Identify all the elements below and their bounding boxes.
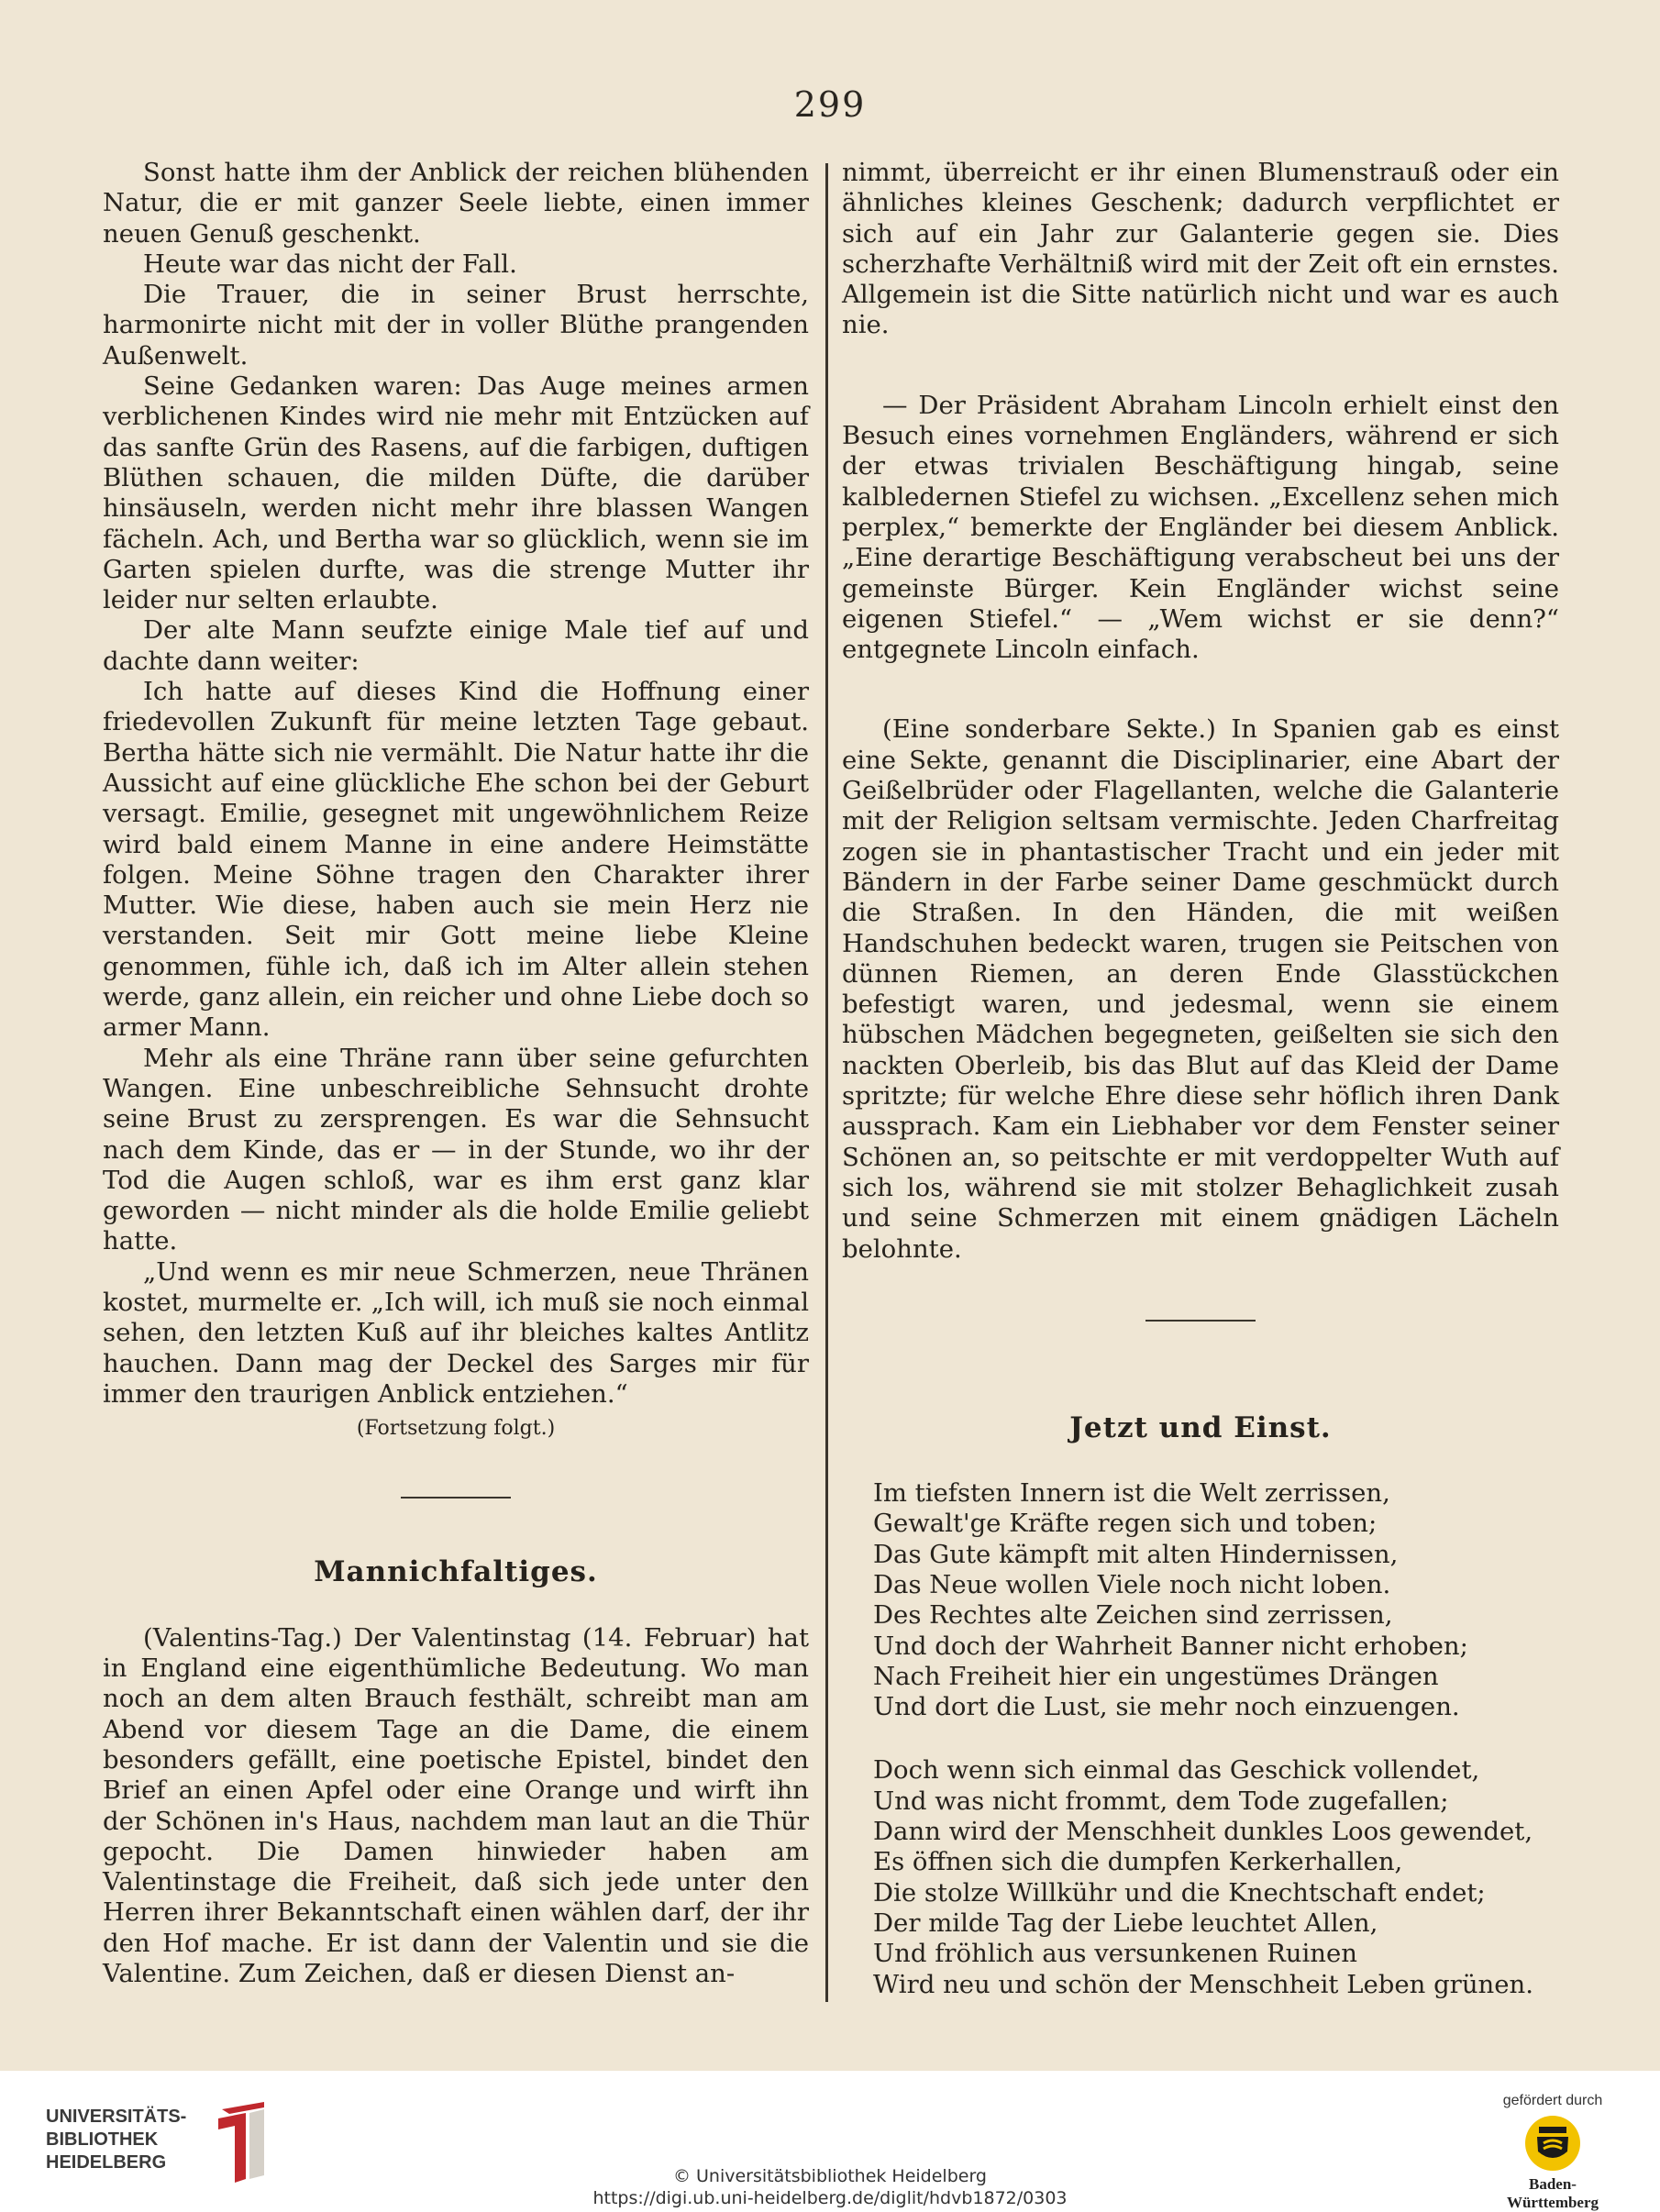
valentine-paragraph: (Valentins-Tag.) Der Valentinstag (14. Februar) hat in England eine eigenthümliche Bedeutung. Wo man noch an dem alten Brauch festhält, schreibt man am Abend vor diesem Tage an die Dame, die einem besonders gefällt, eine poetische Epistel, bindet den Brief an einen Apfel oder eine Orange und wirft ihn der Schönen in's Haus, nachdem man laut an die Thür gepocht. Die Damen hinwieder haben am Valentinstage die Freiheit, daß sich jede unter den Herren ihrer Bekanntschaft einen wählen darf, der ihr den Hof mache. Er ist dann der Valentin und sie die Valentine. Zum Zeichen, daß er diesen Dienst an- [103, 1622, 809, 1989]
verse-line: Im tiefsten Innern ist die Welt zerrissen, [873, 1478, 1390, 1509]
coat-of-arms-icon [1524, 2115, 1581, 2172]
paragraph: Seine Gedanken waren: Das Auge meines armen verblichenen Kindes wird nie mehr mit Entzücken auf das sanfte Grün des Rasens, auf die farbigen, duftigen Blüthen schauen, die milden Düfte, die darüber hinsäuseln, werden nicht mehr ihre blassen Wangen fächeln. Ach, und Bertha war so glücklich, wenn sie im Garten spielen durfte, was die strenge Mutter ihr leider nur selten erlaubte. [103, 371, 809, 615]
paragraph: Die Trauer, die in seiner Brust herrschte, harmonirte nicht mit der in voller Blüthe prangenden Außenwelt. [103, 280, 809, 371]
verse-line: Das Gute kämpft mit alten Hindernissen, [873, 1539, 1399, 1569]
verse-line: Der milde Tag der Liebe leuchtet Allen, [873, 1908, 1378, 1938]
library-logo-text: UNIVERSITÄTS- BIBLIOTHEK HEIDELBERG [46, 2107, 187, 2173]
viewer-footer [0, 2071, 1660, 2211]
section-divider [1145, 1320, 1256, 1322]
paragraph: — Der Präsident Abraham Lincoln erhielt einst den Besuch eines vornehmen Engländers, während er sich der etwas trivialen Beschäftigung hingab, seine kalbledernen Stiefel zu wichsen. „Excellenz sehen mich perplex,“ bemerkte der Engländer bei diesem Anblick. „Eine derartige Beschäftigung verabscheut bei uns der gemeinste Bürger. Kein Engländer wichst seine eigenen Stiefel.“ — „Wem wichst er sie denn?“ entgegnete Lincoln einfach. [842, 390, 1559, 665]
verse-line: Nach Freiheit hier ein ungestümes Drängen [873, 1661, 1439, 1691]
verse-line: Doch wenn sich einmal das Geschick vollendet, [873, 1755, 1480, 1786]
paragraph: Der alte Mann seufzte einige Male tief auf und dachte dann weiter: [103, 615, 809, 676]
verse-line: Die stolze Willkühr und die Knechtschaft endet; [873, 1877, 1486, 1908]
stanza [873, 1755, 1559, 1999]
paragraph: nimmt, überreicht er ihr einen Blumenstrauß oder ein ähnliches kleines Geschenk; dadurch verpflichtet er sich auf ein Jahr zur Galanterie gegen sie. Dies scherzhafte Verhältniß wird mit der Zeit oft ein ernstes. Allgemein ist die Sitte natürlich nicht und war es auch nie. [842, 158, 1559, 340]
section-divider [401, 1497, 511, 1499]
copyright-block [0, 2165, 1660, 2209]
page-number: 299 [793, 84, 867, 125]
paragraph: Ich hatte auf dieses Kind die Hoffnung einer friedevollen Zukunft für meine letzten Tage gebaut. Bertha hätte sich nie vermählt. Die Natur hatte ihr die Aussicht auf eine glückliche Ehe schon bei der Geburt versagt. Emilie, gesegnet mit ungewöhnlichem Reize wird bald einem Manne in eine andere Heimstätte folgen. Meine Söhne tragen den Charakter ihrer Mutter. Wie diese, haben auch sie mein Herz nie verstanden. Seit mir Gott meine liebe Kleine genommen, fühle ich, daß ich im Alter allein stehen werde, ganz allein, ein reicher und ohne Liebe doch so armer Mann. [103, 677, 809, 1043]
section-heading: Mannichfaltiges. [314, 1555, 598, 1589]
continued-note: (Fortsetzung folgt.) [356, 1417, 556, 1441]
verse-line: Wird neu und schön der Menschheit Leben grünen. [873, 1969, 1533, 1999]
permalink-url[interactable]: https://digi.ub.uni-heidelberg.de/diglit/hdvb1872/0303 [592, 2188, 1068, 2208]
poem [842, 1478, 1559, 2000]
paragraph: Sonst hatte ihm der Anblick der reichen blühenden Natur, die er mit ganzer Seele liebte, einen immer neuen Genuß geschenkt. [103, 158, 809, 249]
copyright-text: © Universitätsbibliothek Heidelberg [672, 2166, 987, 2186]
paragraph: „Und wenn es mir neue Schmerzen, neue Thränen kostet, murmelte er. „Ich will, ich muß sie noch einmal sehen, den letzten Kuß auf ihr bleiches kaltes Antlitz hauchen. Dann mag der Deckel des Sarges mir für immer den traurigen Anblick entziehen.“ [103, 1256, 809, 1409]
verse-line: Und dort die Lust, sie mehr noch einzuengen. [873, 1692, 1460, 1722]
verse-line: Und doch der Wahrheit Banner nicht erhoben; [873, 1631, 1468, 1661]
funded-by-label: gefördert durch [1502, 2093, 1603, 2108]
verse-line: Das Neue wollen Viele noch nicht loben. [873, 1569, 1391, 1599]
funding-logo[interactable] [1484, 2093, 1621, 2212]
column-rule [825, 163, 828, 2002]
verse-line: Des Rechtes alte Zeichen sind zerrissen, [873, 1600, 1393, 1631]
verse-line: Und was nicht frommt, dem Tode zugefallen; [873, 1786, 1449, 1816]
paragraph: Heute war das nicht der Fall. [143, 249, 517, 279]
poem-title: Jetzt und Einst. [1069, 1410, 1332, 1444]
paragraph: (Eine sonderbare Sekte.) In Spanien gab es einst eine Sekte, genannt die Disciplinarier, eine Abart der Geißelbrüder oder Flagellanten, welche die Galanterie mit der Religion seltsam vermischte. Jeden Charfreitag zogen sie in phantastischer Tracht und ein jeder mit Bändern in der Farbe seiner Dame geschmückt durch die Straßen. In den Händen, die mit weißen Handschuhen bedeckt waren, trugen sie Peitschen von dünnen Riemen, an deren Ende Glasstückchen befestigt waren, und jedesmal, wenn sie einem hübschen Mädchen begegneten, geißelten sie sich den nackten Oberleib, bis das Blut auf das Kleid der Dame spritzte; für welche Ehre diese sehr höflich ihren Dank aussprach. Kam ein Liebhaber vor dem Fenster seiner Schönen an, so peitschte er mit verdoppelter Wuth auf sich los, während sie mit stolzer Behaglichkeit zusah und seine Schmerzen mit einem gnädigen Lächeln belohnte. [842, 714, 1559, 1264]
funder-name: Baden-Württemberg [1506, 2175, 1599, 2211]
left-column [103, 158, 809, 1989]
verse-line: Es öffnen sich die dumpfen Kerkerhallen, [873, 1847, 1403, 1877]
verse-line: Dann wird der Menschheit dunkles Loos gewendet, [873, 1817, 1533, 1847]
stanza [873, 1478, 1559, 1722]
paragraph: Mehr als eine Thräne rann über seine gefurchten Wangen. Eine unbeschreibliche Sehnsucht drohte seine Brust zu zersprengen. Es war die Sehnsucht nach dem Kinde, das er — in der Stunde, wo ihr der Tod die Augen schloß, war es ihm erst ganz klar geworden — nicht minder als die holde Emilie geliebt hatte. [103, 1043, 809, 1256]
verse-line: Gewalt'ge Kräfte regen sich und toben; [873, 1509, 1378, 1539]
verse-line: Und fröhlich aus versunkenen Ruinen [873, 1939, 1358, 1969]
right-column [842, 158, 1559, 2000]
